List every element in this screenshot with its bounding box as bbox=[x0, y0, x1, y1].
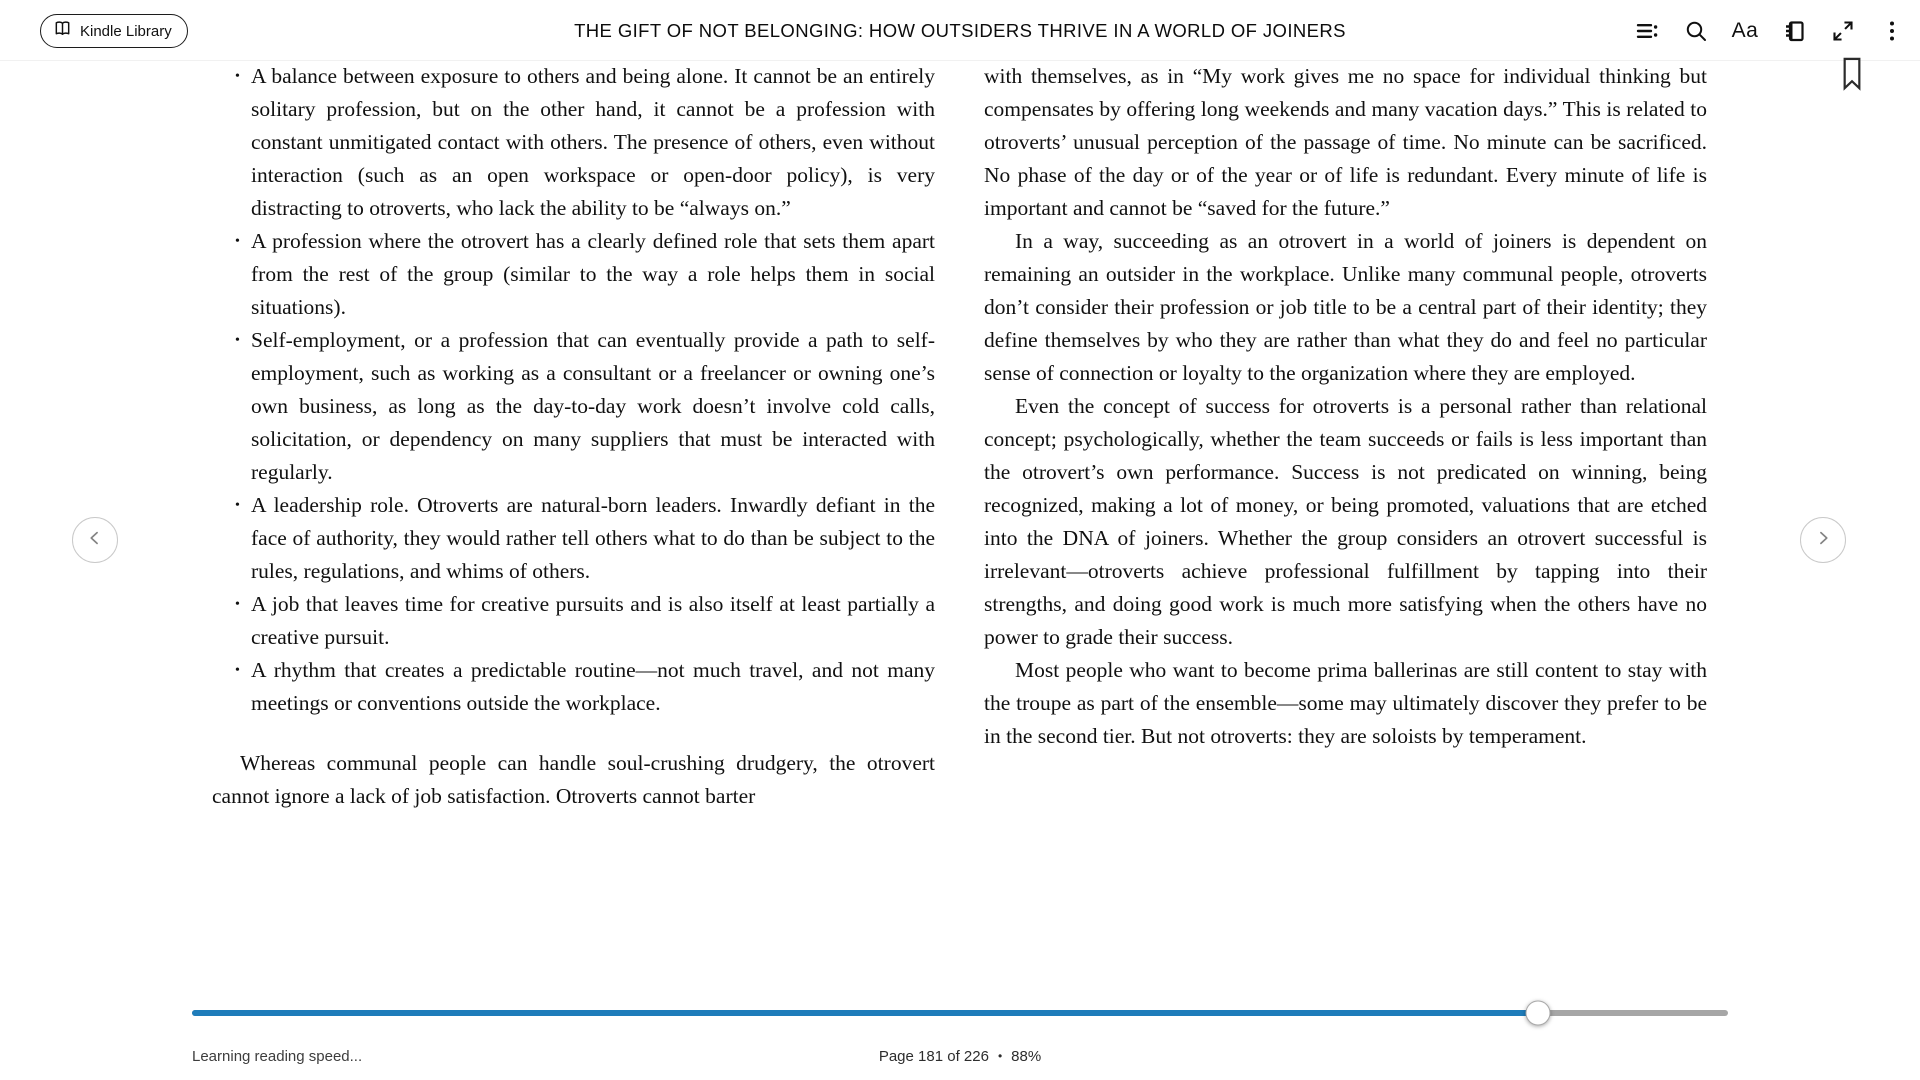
page-position-info bbox=[0, 1048, 1920, 1065]
display-settings-icon[interactable] bbox=[1733, 19, 1757, 43]
chevron-right-icon bbox=[1813, 528, 1833, 553]
previous-page-button[interactable] bbox=[72, 517, 118, 563]
reading-progress-slider[interactable] bbox=[192, 1010, 1728, 1016]
left-text-column bbox=[212, 60, 935, 813]
reading-speed-status: Learning reading speed... bbox=[192, 1048, 363, 1065]
fullscreen-icon[interactable] bbox=[1831, 19, 1855, 43]
progress-fill bbox=[192, 1010, 1538, 1016]
separator-dot: • bbox=[997, 1049, 1003, 1063]
book-title: THE GIFT OF NOT BELONGING: HOW OUTSIDERS THRIVE IN A WORLD OF JOINERS bbox=[574, 20, 1346, 41]
side-panel-icon[interactable] bbox=[1782, 19, 1806, 43]
more-options-icon[interactable] bbox=[1880, 19, 1904, 43]
bookmark-icon[interactable] bbox=[1841, 56, 1863, 92]
list-item: • Self-employment, or a profession that can eventually provide a path to self-employment, such as working as a consultant or a freelancer or owning one’s own business, as long as the day-to-day work doesn’t involve cold calls, solicitation, or dependency on many suppliers that must be interacted with regularly. bbox=[241, 324, 935, 489]
page-number: Page 181 of 226 bbox=[878, 1048, 989, 1065]
list-item: • A job that leaves time for creative pursuits and is also itself at least partially a creative pursuit. bbox=[241, 588, 935, 654]
next-page-button[interactable] bbox=[1800, 517, 1846, 563]
toolbar-icons bbox=[1635, 14, 1904, 48]
body-paragraph: Whereas communal people can handle soul-crushing drudgery, the otrovert cannot ignore a lack of job satisfaction. Otroverts cannot barter bbox=[212, 751, 935, 808]
top-toolbar bbox=[0, 0, 1920, 61]
toc-notebook-icon[interactable] bbox=[1635, 19, 1659, 43]
search-icon[interactable] bbox=[1684, 19, 1708, 43]
body-paragraph: Even the concept of success for otroverts is a personal rather than relational concept; psychologically, whether the team succeeds or fails is less important than the otrovert’s own performance. Success is not predicated on winning, being recognized, making a lot of money, or being promoted, valuations that are etched into the DNA of joiners. Whether the group considers an otrovert successful is irrelevant—otroverts achieve professional fulfillment by tapping into their strengths, and doing good work is much more satisfying when the others have no power to grade their success. bbox=[984, 394, 1707, 649]
list-item: • A rhythm that creates a predictable routine—not much travel, and not many meetings or conventions outside the workplace. bbox=[241, 654, 935, 720]
kindle-library-label: Kindle Library bbox=[80, 22, 172, 40]
progress-handle[interactable] bbox=[1525, 1001, 1550, 1026]
right-text-column bbox=[984, 60, 1707, 753]
body-paragraph: In a way, succeeding as an otrovert in a world of joiners is dependent on remaining an outsider in the workplace. Unlike many communal people, otroverts don’t consider their profession or job title to be a central part of their identity; they define themselves by who they are rather than what they do and feel no particular sense of connection or loyalty to the organization where they are employed. bbox=[984, 229, 1707, 385]
career-criteria-list bbox=[212, 60, 935, 720]
list-item: • A leadership role. Otroverts are natural-born leaders. Inwardly defiant in the face of authority, they would rather tell others what to do than be subject to the rules, regulations, and whims of others. bbox=[241, 489, 935, 588]
aa-label: Aa bbox=[1731, 19, 1759, 42]
percent-read: 88% bbox=[1011, 1048, 1042, 1065]
list-item: • A balance between exposure to others and being alone. It cannot be an entirely solitary profession, but on the other hand, it cannot be a profession with constant unmitigated contact with others. The presence of others, even without interaction (such as an open workspace or open-door policy), is very distracting to otroverts, who lack the ability to be “always on.” bbox=[241, 60, 935, 225]
body-paragraph: with themselves, as in “My work gives me no space for individual thinking but compensates by offering long weekends and many vacation days.” This is related to otroverts’ unusual perception of the passage of time. No minute can be sacrificed. No phase of the day or of the year or of life is redundant. Every minute of life is important and cannot be “saved for the future.” bbox=[984, 64, 1707, 220]
chevron-left-icon bbox=[85, 528, 105, 553]
body-paragraph: Most people who want to become prima ballerinas are still content to stay with the troupe as part of the ensemble—some may ultimately discover they prefer to be in the second tier. But not otroverts: they are soloists by temperament. bbox=[984, 658, 1707, 748]
list-item: • A profession where the otrovert has a clearly defined role that sets them apart from the rest of the group (similar to the way a role helps them in social situations). bbox=[241, 225, 935, 324]
